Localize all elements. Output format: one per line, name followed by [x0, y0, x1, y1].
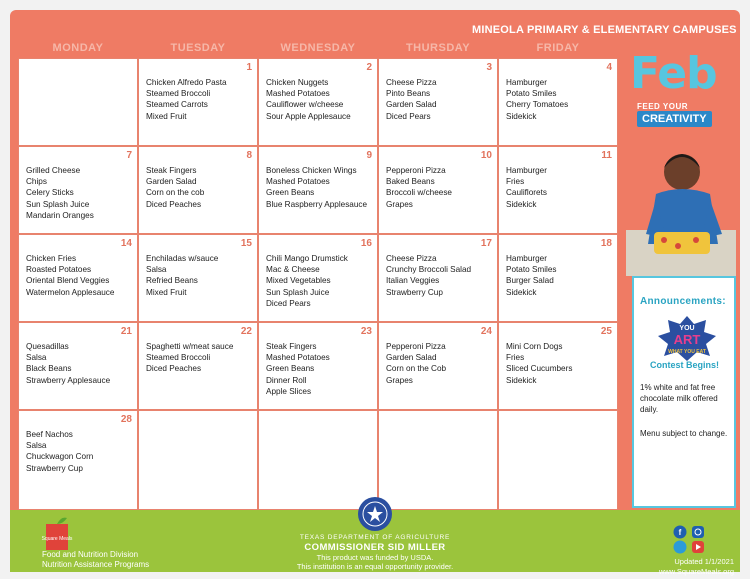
- equal-opportunity: This institution is an equal opportunity provider.: [296, 562, 454, 571]
- child-illustration: [626, 134, 736, 276]
- menu-item: Sidekick: [506, 199, 537, 209]
- menu-item: Cherry Tomatoes: [506, 100, 569, 110]
- menu-item-list: [266, 77, 351, 122]
- calendar-day-cell: [138, 410, 258, 510]
- day-number: 25: [600, 326, 612, 337]
- day-number: 15: [240, 238, 252, 249]
- menu-item: Salsa: [146, 265, 167, 275]
- menu-item: Watermelon Applesauce: [26, 287, 115, 297]
- menu-item-list: [506, 165, 547, 210]
- menu-item: Apple Slices: [266, 386, 312, 396]
- menu-item: Mashed Potatoes: [266, 353, 330, 363]
- menu-item: Broccoli w/cheese: [386, 188, 452, 198]
- menu-item-list: [506, 341, 572, 386]
- badge-line2: ART: [673, 332, 701, 347]
- menu-item-list: [146, 165, 204, 210]
- calendar-day-cell: [258, 234, 378, 322]
- square-meals-logo-text: Square Meals: [41, 536, 73, 542]
- website-url: www.SquareMeals.org: [658, 567, 734, 576]
- day-number: 7: [126, 150, 132, 161]
- menu-item: Sidekick: [506, 375, 537, 385]
- menu-item-list: [26, 429, 93, 474]
- calendar-day-cell: [378, 146, 498, 234]
- day-tuesday: TUESDAY: [170, 42, 226, 54]
- menu-item: Potato Smiles: [506, 265, 557, 275]
- day-number: 23: [360, 326, 372, 337]
- menu-item-list: [266, 341, 330, 397]
- campus-title: MINEOLA PRIMARY & ELEMENTARY CAMPUSES: [472, 24, 737, 36]
- menu-change-notice: Menu subject to change.: [640, 429, 728, 438]
- menu-item: Steamed Broccoli: [146, 89, 211, 99]
- square-meals-logo: [41, 516, 73, 550]
- menu-item: Chicken Alfredo Pasta: [146, 78, 227, 87]
- menu-item: Baked Beans: [386, 177, 435, 187]
- menu-item-list: [26, 341, 110, 386]
- day-wednesday: WEDNESDAY: [280, 42, 356, 54]
- menu-item: Dinner Roll: [266, 375, 307, 385]
- menu-item: Hamburger: [506, 78, 547, 87]
- menu-item-list: [386, 77, 437, 122]
- menu-item: Mashed Potatoes: [266, 177, 330, 187]
- menu-item: Chili Mango Drumstick: [266, 254, 348, 263]
- day-number: 2: [366, 62, 372, 73]
- month-tagline-strong: CREATIVITY: [637, 111, 712, 127]
- calendar-day-cell: [258, 146, 378, 234]
- calendar-day-cell: [378, 410, 498, 510]
- day-number: 14: [120, 238, 132, 249]
- menu-item: Diced Peaches: [146, 199, 202, 209]
- month-title: Feb: [630, 48, 717, 99]
- menu-item: Diced Pears: [266, 298, 311, 308]
- calendar-day-cell: [378, 58, 498, 146]
- menu-item: Corn on the Cob: [386, 364, 447, 374]
- menu-item: Roasted Potatoes: [26, 265, 92, 275]
- menu-item: Green Beans: [266, 188, 315, 198]
- menu-item: Sour Apple Applesauce: [266, 111, 351, 121]
- menu-item: Pepperoni Pizza: [386, 342, 446, 351]
- calendar-day-cell: [258, 58, 378, 146]
- menu-item: Garden Salad: [386, 353, 437, 363]
- menu-item: Pepperoni Pizza: [386, 166, 446, 175]
- menu-item-list: [506, 77, 568, 122]
- menu-item: Cauliflower w/cheese: [266, 100, 344, 110]
- calendar-day-cell: [498, 234, 618, 322]
- day-number: 11: [601, 150, 612, 161]
- menu-item: Blue Raspberry Applesauce: [266, 199, 368, 209]
- calendar-day-cell: [378, 322, 498, 410]
- menu-item: Sidekick: [506, 287, 537, 297]
- commissioner-name: COMMISSIONER SID MILLER: [304, 542, 446, 553]
- announcements-panel: [632, 276, 736, 508]
- menu-item-list: [146, 253, 218, 298]
- day-number: 28: [120, 414, 132, 425]
- day-number: 17: [480, 238, 492, 249]
- calendar-day-cell: [18, 234, 138, 322]
- menu-item: Fries: [506, 353, 525, 363]
- svg-text:f: f: [678, 528, 682, 537]
- menu-item: Chuckwagon Corn: [26, 452, 94, 462]
- menu-item: Strawberry Applesauce: [26, 375, 111, 385]
- day-number: 21: [120, 326, 132, 337]
- menu-item: Mixed Vegetables: [266, 276, 331, 286]
- calendar-day-cell: [18, 58, 138, 146]
- day-number: 22: [240, 326, 252, 337]
- agency-name: TEXAS DEPARTMENT OF AGRICULTURE: [299, 534, 451, 541]
- menu-item: Garden Salad: [146, 177, 197, 187]
- programs-name: Nutrition Assistance Programs: [42, 560, 150, 569]
- day-number: 9: [366, 150, 372, 161]
- menu-item: Cheese Pizza: [386, 78, 437, 87]
- menu-item: Mashed Potatoes: [266, 89, 330, 99]
- menu-item: Salsa: [26, 441, 47, 451]
- menu-item-list: [506, 253, 557, 298]
- menu-item: Black Beans: [26, 364, 72, 374]
- calendar-day-cell: [138, 58, 258, 146]
- calendar-day-cell: [498, 410, 618, 510]
- day-number: 4: [606, 62, 612, 73]
- menu-item-list: [386, 253, 471, 298]
- menu-item-list: [146, 77, 227, 122]
- calendar-day-cell: [378, 234, 498, 322]
- footer-updated: [624, 557, 734, 577]
- menu-item: Mixed Fruit: [146, 287, 187, 297]
- menu-item: Pinto Beans: [386, 89, 431, 99]
- menu-item: Hamburger: [506, 166, 547, 175]
- month-tagline: FEED YOUR: [637, 102, 689, 111]
- menu-item: Corn on the cob: [146, 188, 205, 198]
- day-number: 24: [480, 326, 492, 337]
- menu-item: Cheese Pizza: [386, 254, 437, 263]
- menu-item: Mixed Fruit: [146, 111, 187, 121]
- menu-page: [10, 10, 740, 576]
- calendar-day-cell: [258, 322, 378, 410]
- usda-funding: This product was funded by USDA.: [316, 553, 434, 562]
- day-friday: FRIDAY: [536, 42, 580, 54]
- weekday-header: [18, 42, 618, 58]
- menu-item: Cauliflorets: [506, 188, 547, 198]
- day-monday: MONDAY: [52, 42, 104, 54]
- calendar-day-cell: [498, 322, 618, 410]
- announcements-title: Announcements:: [640, 296, 726, 307]
- menu-item: Steak Fingers: [146, 166, 197, 175]
- menu-item: Celery Sticks: [26, 188, 74, 198]
- calendar-day-cell: [138, 146, 258, 234]
- division-text: [42, 550, 149, 570]
- menu-item: Mini Corn Dogs: [506, 342, 563, 351]
- menu-item: Chips: [26, 177, 47, 187]
- menu-item: Potato Smiles: [506, 89, 557, 99]
- menu-item: Diced Peaches: [146, 364, 202, 374]
- twitter-icon: [674, 541, 687, 554]
- menu-item: Grapes: [386, 199, 413, 209]
- menu-item: Garden Salad: [386, 100, 437, 110]
- menu-item: Chicken Nuggets: [266, 78, 329, 87]
- menu-item: Steamed Broccoli: [146, 353, 211, 363]
- menu-item: Enchiladas w/sauce: [146, 254, 219, 263]
- menu-item: Mac & Cheese: [266, 265, 320, 275]
- menu-item: Italian Veggies: [386, 276, 440, 286]
- calendar-day-cell: [498, 58, 618, 146]
- menu-item: Grilled Cheese: [26, 166, 81, 175]
- menu-item: Crunchy Broccoli Salad: [386, 265, 472, 275]
- division-name: Food and Nutrition Division: [42, 550, 139, 559]
- menu-item-list: [146, 341, 233, 375]
- calendar-day-cell: [138, 322, 258, 410]
- menu-item: Steamed Carrots: [146, 100, 208, 110]
- menu-item: Sliced Cucumbers: [506, 364, 573, 374]
- menu-item: Boneless Chicken Wings: [266, 166, 357, 175]
- menu-item: Chicken Fries: [26, 254, 77, 263]
- menu-item: Fries: [506, 177, 525, 187]
- menu-item-list: [26, 253, 114, 298]
- menu-item: Steak Fingers: [266, 342, 317, 351]
- day-number: 16: [360, 238, 372, 249]
- menu-item-list: [266, 165, 367, 210]
- menu-item-list: [26, 165, 94, 221]
- calendar-day-cell: [18, 410, 138, 510]
- menu-item: Strawberry Cup: [26, 463, 83, 473]
- menu-item-list: [386, 341, 446, 386]
- menu-item: Grapes: [386, 375, 413, 385]
- updated-date: Updated 1/1/2021: [674, 557, 734, 566]
- art-contest-badge: [656, 314, 718, 362]
- menu-item: Beef Nachos: [26, 430, 73, 439]
- footer-bar: [10, 510, 740, 576]
- menu-item: Strawberry Cup: [386, 287, 443, 297]
- menu-item: Hamburger: [506, 254, 547, 263]
- calendar-day-cell: [258, 410, 378, 510]
- calendar-day-cell: [18, 146, 138, 234]
- menu-item: Refried Beans: [146, 276, 198, 286]
- tda-seal-icon: [357, 496, 393, 532]
- milk-notice: 1% white and fat free chocolate milk offered daily.: [640, 383, 718, 414]
- calendar-day-cell: [498, 146, 618, 234]
- calendar-day-cell: [138, 234, 258, 322]
- menu-item: Mandarin Oranges: [26, 210, 94, 220]
- menu-item-list: [386, 165, 452, 210]
- menu-item: Sidekick: [506, 111, 537, 121]
- menu-item: Spaghetti w/meat sauce: [146, 342, 234, 351]
- day-number: 1: [246, 62, 252, 73]
- menu-item: Sun Splash Juice: [266, 287, 330, 297]
- badge-line3: WHAT YOU EAT: [668, 349, 706, 355]
- day-number: 18: [600, 238, 612, 249]
- menu-item: Diced Pears: [386, 111, 431, 121]
- menu-calendar-grid: [18, 58, 618, 508]
- badge-line1: YOU: [679, 325, 695, 332]
- menu-item: Salsa: [26, 353, 47, 363]
- menu-item: Sun Splash Juice: [26, 199, 90, 209]
- instagram-icon: [692, 526, 704, 538]
- day-number: 3: [486, 62, 492, 73]
- menu-item: Oriental Blend Veggies: [26, 276, 110, 286]
- day-number: 10: [480, 150, 492, 161]
- calendar-day-cell: [18, 322, 138, 410]
- menu-item-list: [266, 253, 348, 309]
- contest-text: Contest Begins!: [650, 360, 720, 370]
- day-number: 8: [246, 150, 252, 161]
- day-thursday: THURSDAY: [405, 42, 471, 54]
- social-icons: [670, 524, 710, 554]
- menu-item: Green Beans: [266, 364, 315, 374]
- menu-item: Burger Salad: [506, 276, 554, 286]
- menu-item: Quesadillas: [26, 342, 69, 351]
